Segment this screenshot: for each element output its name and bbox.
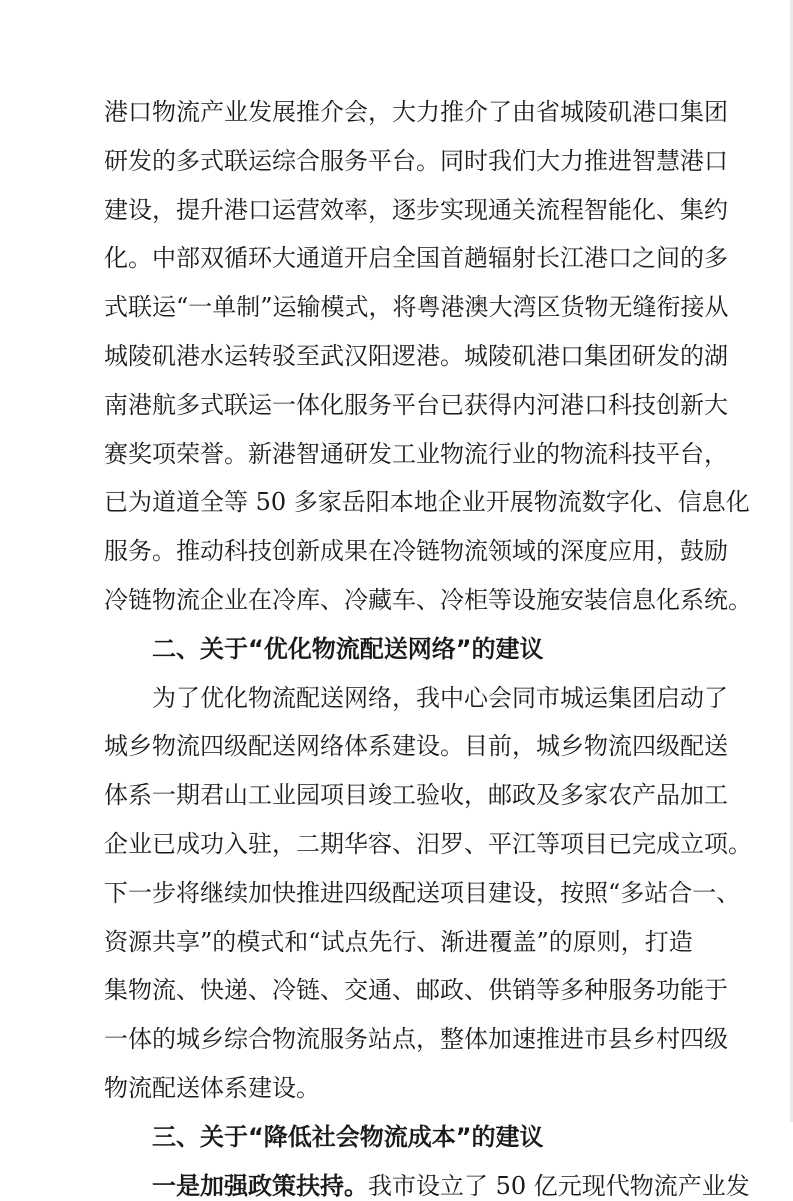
- text-line: 式联运“一单制”运输模式，将粤港澳大湾区货物无缝衔接从: [104, 293, 729, 321]
- text-line: 为了优化物流配送网络，我中心会同市城运集团启动了: [152, 684, 728, 712]
- section-heading-3: 三、关于“降低社会物流成本”的建议: [152, 1123, 544, 1151]
- section-heading-2: 二、关于“优化物流配送网络”的建议: [152, 635, 544, 663]
- text-line: 港口物流产业发展推介会，大力推介了由省城陵矶港口集团: [104, 98, 728, 126]
- text-line: 城乡物流四级配送网络体系建设。目前，城乡物流四级配送: [104, 732, 728, 760]
- text-line: 服务。推动科技创新成果在冷链物流领域的深度应用，鼓励: [104, 537, 728, 565]
- text-line: 体系一期君山工业园项目竣工验收，邮政及多家农产品加工: [104, 781, 728, 809]
- text-line: 已为道道全等 50 多家岳阳本地企业开展物流数字化、信息化: [104, 488, 750, 516]
- text-line: 下一步将继续加快推进四级配送项目建设，按照“多站合一、: [104, 879, 741, 907]
- text-line: 赛奖项荣誉。新港智通研发工业物流行业的物流科技平台，: [104, 440, 728, 468]
- text-line: 城陵矶港水运转驳至武汉阳逻港。城陵矶港口集团研发的湖: [104, 342, 728, 370]
- text-line: 建设，提升港口运营效率，逐步实现通关流程智能化、集约: [104, 196, 728, 224]
- text-line: 南港航多式联运一体化服务平台已获得内河港口科技创新大: [104, 391, 728, 419]
- text-line: 企业已成功入驻，二期华容、汨罗、平江等项目已完成立项。: [104, 830, 752, 858]
- lead-rest-text: 我市设立了 50 亿元现代物流产业发: [368, 1172, 750, 1200]
- lead-bold-text: 一是加强政策扶持。: [152, 1172, 368, 1200]
- text-line: 集物流、快递、冷链、交通、邮政、供销等多种服务功能于: [104, 976, 728, 1004]
- lead-line: [152, 1171, 750, 1201]
- text-line: 研发的多式联运综合服务平台。同时我们大力推进智慧港口: [104, 147, 728, 175]
- text-line: 一体的城乡综合物流服务站点，整体加速推进市县乡村四级: [104, 1025, 728, 1053]
- text-line: 物流配送体系建设。: [104, 1074, 320, 1102]
- text-line: 化。中部双循环大通道开启全国首趟辐射长江港口之间的多: [104, 244, 728, 272]
- text-line: 冷链物流企业在冷库、冷藏车、冷柜等设施安装信息化系统。: [104, 586, 752, 614]
- text-line: 资源共享”的模式和“试点先行、渐进覆盖”的原则，打造: [104, 928, 693, 956]
